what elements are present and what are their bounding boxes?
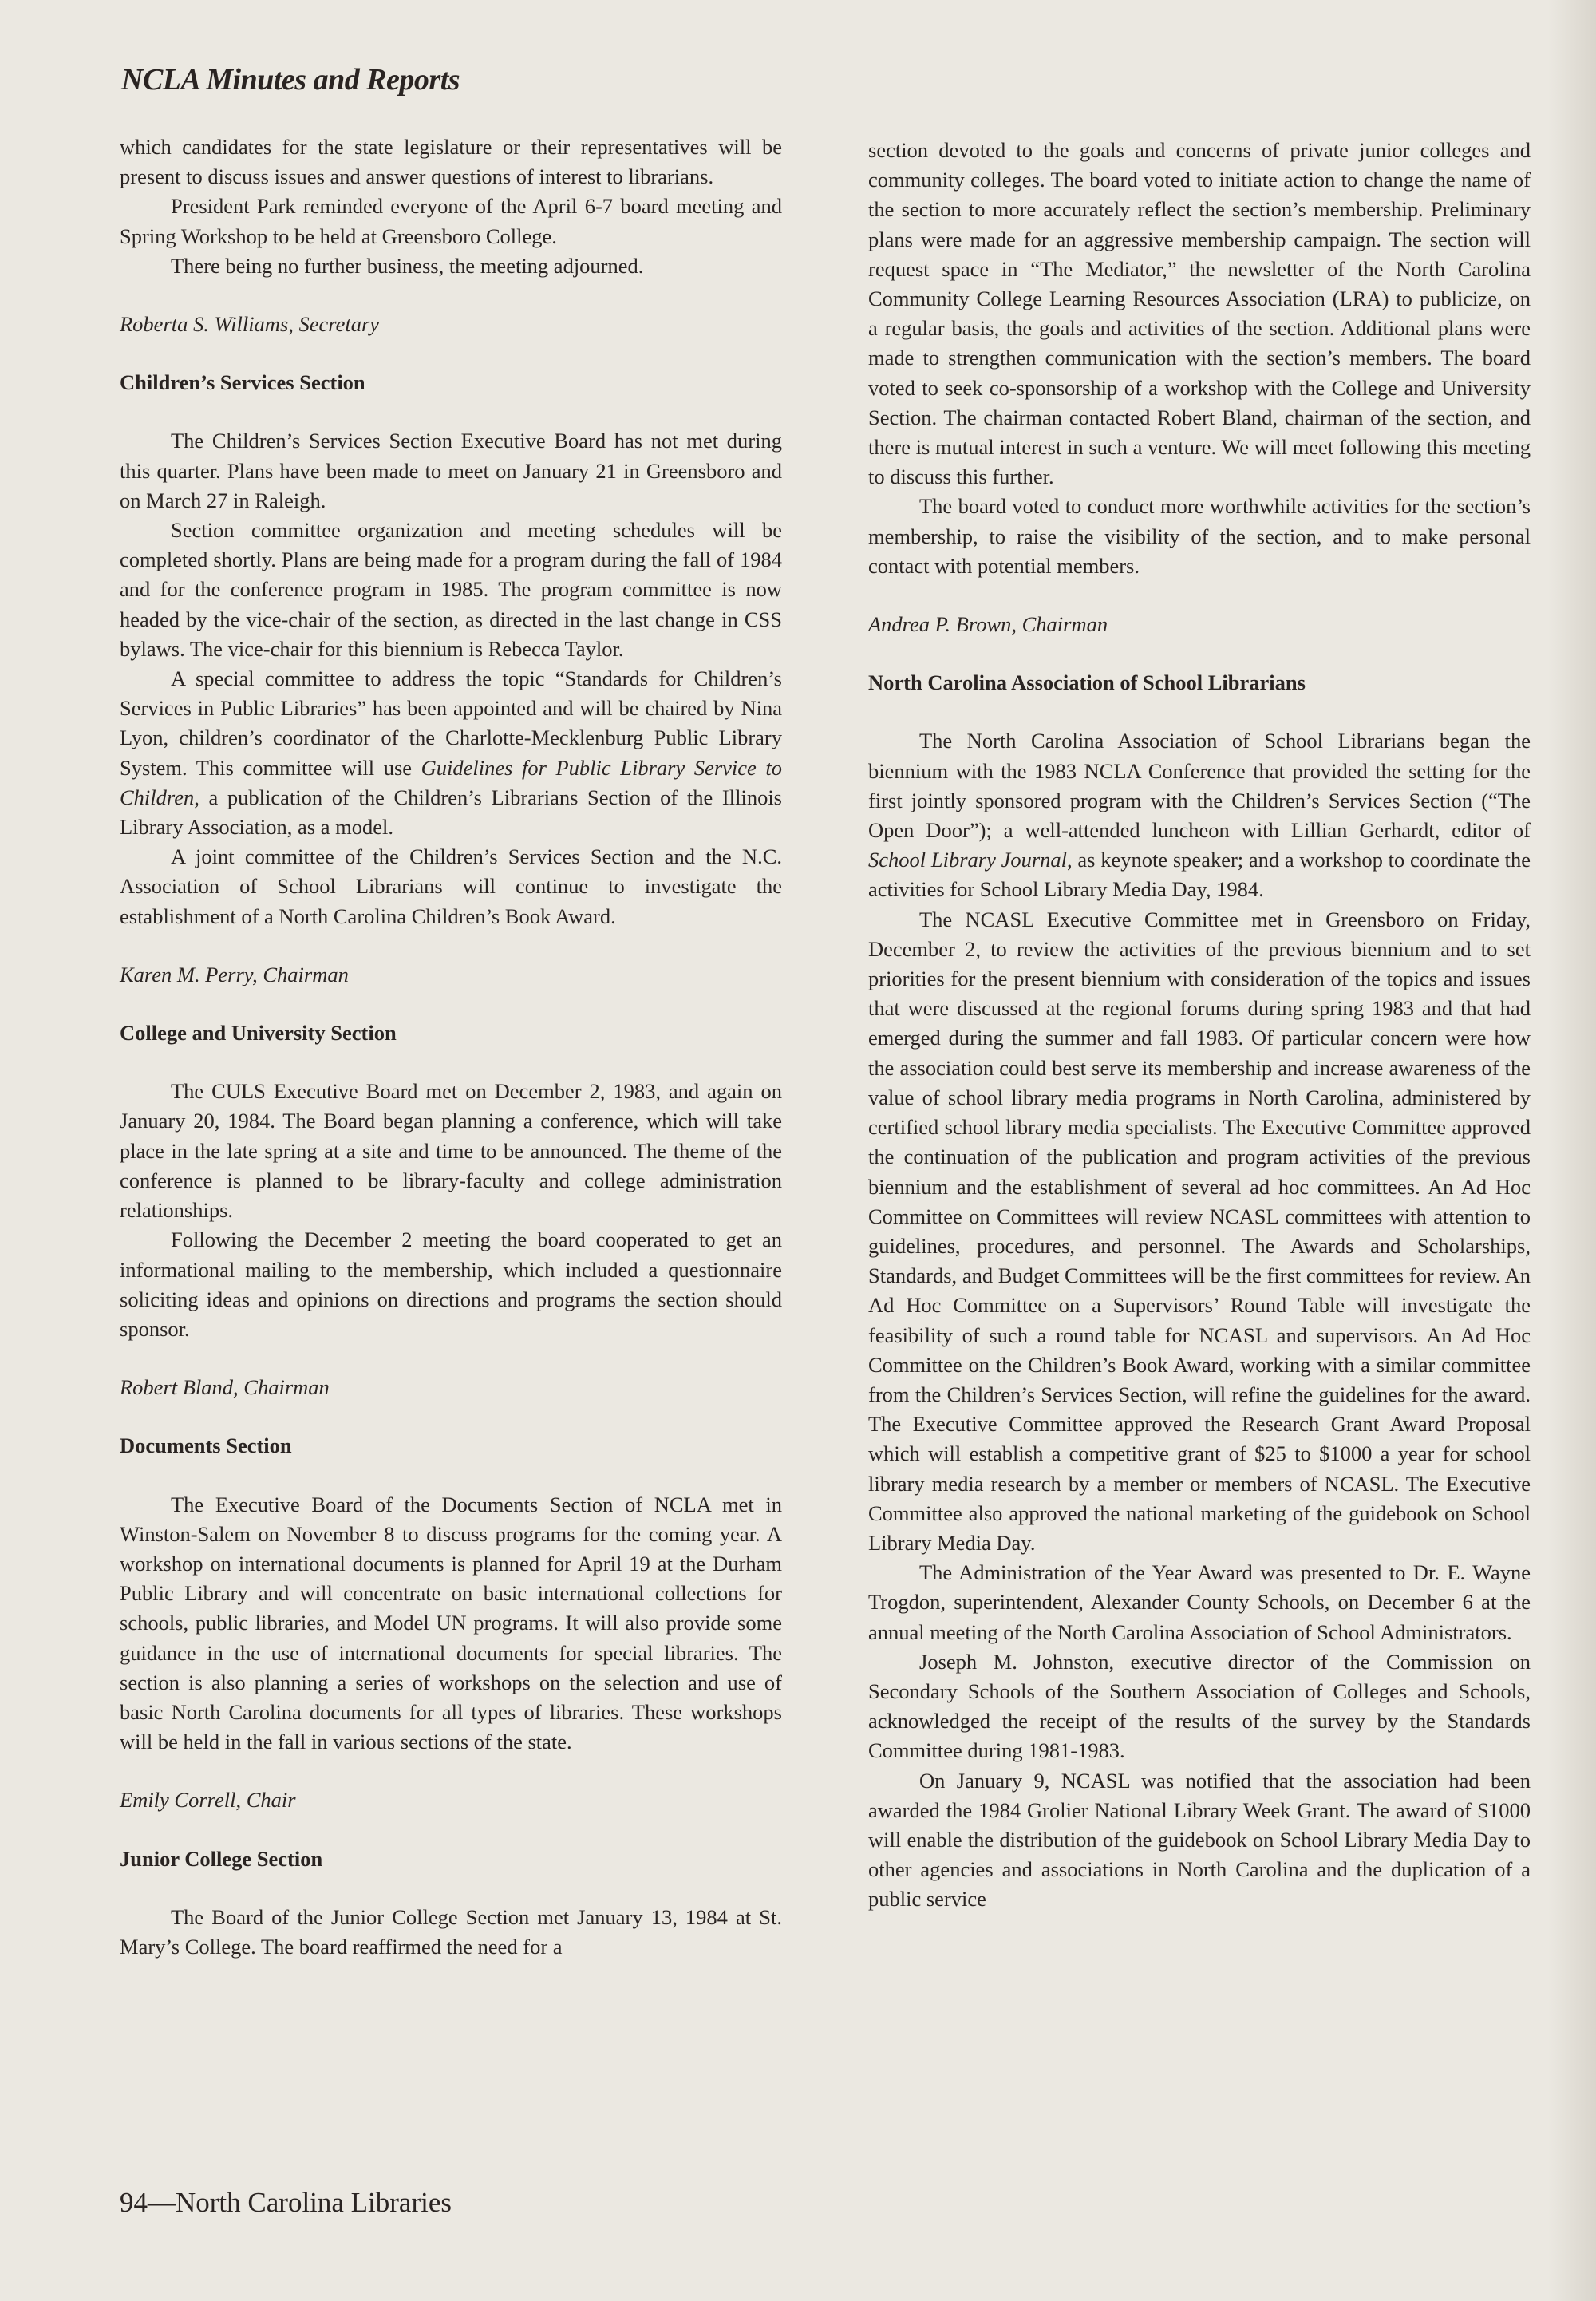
signature: Roberta S. Williams, Secretary [120, 312, 380, 337]
page-edge-shadow [1548, 0, 1596, 2301]
paragraph: The CULS Executive Board met on December 2, 1983, and again on January 20, 1984. The Board began planning a conference, which will take place in the late spring at a site and time to be announced. The theme of the conference is planned to be library-faculty and college administration relationships. [120, 1079, 782, 1223]
paragraph: The board voted to conduct more worthwhile activities for the section’s membership, to raise the visibility of the section, and to make personal contact with potential members. [868, 494, 1531, 578]
paragraph: On January 9, NCASL was notified that the association had been awarded the 1984 Grolier National Library Week Grant. The award of $1000 will enable the distribution of the guidebook on School Library Media Day to other agencies and associations in North Carolina and the duplication of a public service [868, 1768, 1531, 1912]
section-heading: Documents Section [120, 1433, 292, 1458]
text-run: A special committee to address the topic “Standards for Children’s Services in Public Libraries” has been appointed and will be chaired by Nina Lyon, children’s coordinator of the Charlotte-Mecklenburg Public Library System. This committee will use [120, 666, 782, 780]
paragraph: There being no further business, the meeting adjourned. [171, 253, 644, 278]
paragraph: A joint committee of the Children’s Services Section and the N.C. Association of School Librarians will continue to investigate the establishment of a North Carolina Children’s Book Award. [120, 844, 782, 928]
signature: Andrea P. Brown, Chairman [868, 612, 1108, 637]
paragraph: The NCASL Executive Committee met in Greensboro on Friday, December 2, to review the activities of the previous biennium and to set priorities for the present biennium with consideration of the topics and issues that were discussed at the regional forums during spring 1983 and that had emerged during the summer and fall 1983. Of particular concern were how the association could best serve its membership and increase awareness of the value of school library media programs in North Carolina, administered by certified school library media specialists. The Executive Committee approved the continuation of the publication and program activities of the previous biennium and the establishment of several ad hoc committees. An Ad Hoc Committee on Committees will review NCASL committees with attention to guidelines, procedures, and personnel. The Awards and Scholarships, Standards, and Budget Committees will be the first committees for review. An Ad Hoc Committee on a Supervisors’ Round Table will investigate the feasibility of such a round table for NCASL and supervisors. An Ad Hoc Committee on the Children’s Book Award, working with a similar committee from the Children’s Services Section, will refine the guidelines for the award. The Executive Committee approved the Research Grant Award Proposal which will establish a competitive grant of $25 to $1000 a year for school library media research by a member or members of NCASL. The Executive Committee also approved the national marketing of the guidebook on School Library Media Day. [868, 907, 1531, 1555]
signature: Emily Correll, Chair [120, 1788, 296, 1813]
paragraph: The Children’s Services Section Executive Board has not met during this quarter. Plans have been made to meet on January 21 in Greensboro and on March 27 in Raleigh. [120, 429, 782, 512]
section-heading: Junior College Section [120, 1846, 323, 1871]
section-junior-college-continued [868, 136, 1531, 639]
paragraph: President Park reminded everyone of the April 6-7 board meeting and Spring Workshop to be held at Greensboro College. [120, 194, 782, 248]
paragraph: The Administration of the Year Award was presented to Dr. E. Wayne Trogdon, superintendent, Alexander County Schools, on December 6 at the annual meeting of the North Carolina Association of School Administrators. [868, 1560, 1531, 1644]
minutes-closing [120, 132, 782, 339]
section-heading: North Carolina Association of School Librarians [868, 670, 1306, 695]
paragraph: Joseph M. Johnston, executive director of the Commission on Secondary Schools of the Southern Association of Colleges and Schools, acknowledged the receipt of the results of the survey by the Standards Committee during 1981-1983. [868, 1649, 1531, 1763]
section-documents [120, 1431, 782, 1815]
paragraph [120, 664, 782, 842]
text-run: , a publication of the Children’s Librarians Section of the Illinois Library Association, as a model. [120, 785, 782, 840]
paragraph: which candidates for the state legislature or their representatives will be present to discuss issues and answer questions of interest to librarians. [120, 135, 782, 189]
text-run: , as keynote speaker; and a workshop to coordinate the activities for School Library Media Day, 1984. [868, 848, 1531, 902]
paragraph: The Executive Board of the Documents Section of NCLA met in Winston-Salem on November 8 to discuss programs for the coming year. A workshop on international documents is planned for April 19 at the Durham Public Library and will concentrate on basic international collections for schools, public libraries, and Model UN programs. It will also provide some guidance in the use of international documents for special libraries. The section is also planning a series of workshops on the selection and use of basic North Carolina documents for all types of libraries. These workshops will be held in the fall in various sections of the state. [120, 1492, 782, 1754]
paragraph: Following the December 2 meeting the board cooperated to get an informational mailing to the membership, which included a questionnaire soliciting ideas and opinions on directions and programs the section should sponsor. [120, 1228, 782, 1341]
paragraph: The Board of the Junior College Section met January 13, 1984 at St. Mary’s College. The board reaffirmed the need for a [120, 1904, 782, 1959]
paragraph: section devoted to the goals and concerns of private junior colleges and community colleges. The board voted to initiate action to change the name of the section to more accurately reflect the section’s membership. Preliminary plans were made for an aggressive membership campaign. The section will request space in “The Mediator,” the newsletter of the North Carolina Community College Learning Resources Association (LRA) to publicize, on a regular basis, the goals and activities of the section. Additional plans were made to strengthen communication with the section’s members. The board voted to seek co-sponsorship of a workshop with the College and University Section. The chairman contacted Robert Bland, chairman of the section, and there is mutual interest in such a venture. We will meet following this meeting to discuss this further. [868, 138, 1531, 489]
signature: Karen M. Perry, Chairman [120, 962, 349, 986]
section-ncasl [868, 668, 1531, 1914]
publication-title: School Library Journal [868, 848, 1068, 872]
section-junior-college [120, 1844, 782, 1963]
left-column [120, 132, 782, 1962]
paragraph [868, 726, 1531, 904]
section-childrens-services [120, 368, 782, 990]
right-column [868, 136, 1531, 1915]
text-run: The North Carolina Association of School Librarians began the biennium with the 1983 NCLA Conference that provided the setting for the first jointly sponsored program with the Children’s Services Section (“The Open Door”); a well-attended luncheon with Lillian Gerhardt, editor of [868, 729, 1531, 843]
publication-title: Guidelines for Public Library Service to Children [120, 755, 782, 809]
page-footer-folio: 94—North Carolina Libraries [120, 2187, 452, 2218]
paragraph: Section committee organization and meeting schedules will be completed shortly. Plans are being made for a program during the fall of 1984 and for the conference program in 1985. The program committee is now headed by the vice-chair of the section, as directed in the last change in CSS bylaws. The vice-chair for this biennium is Rebecca Taylor. [120, 518, 782, 661]
section-heading: College and University Section [120, 1021, 397, 1046]
section-heading: Children’s Services Section [120, 370, 365, 395]
signature: Robert Bland, Chairman [120, 1375, 330, 1400]
section-college-university [120, 1018, 782, 1402]
running-head: NCLA Minutes and Reports [121, 63, 460, 97]
